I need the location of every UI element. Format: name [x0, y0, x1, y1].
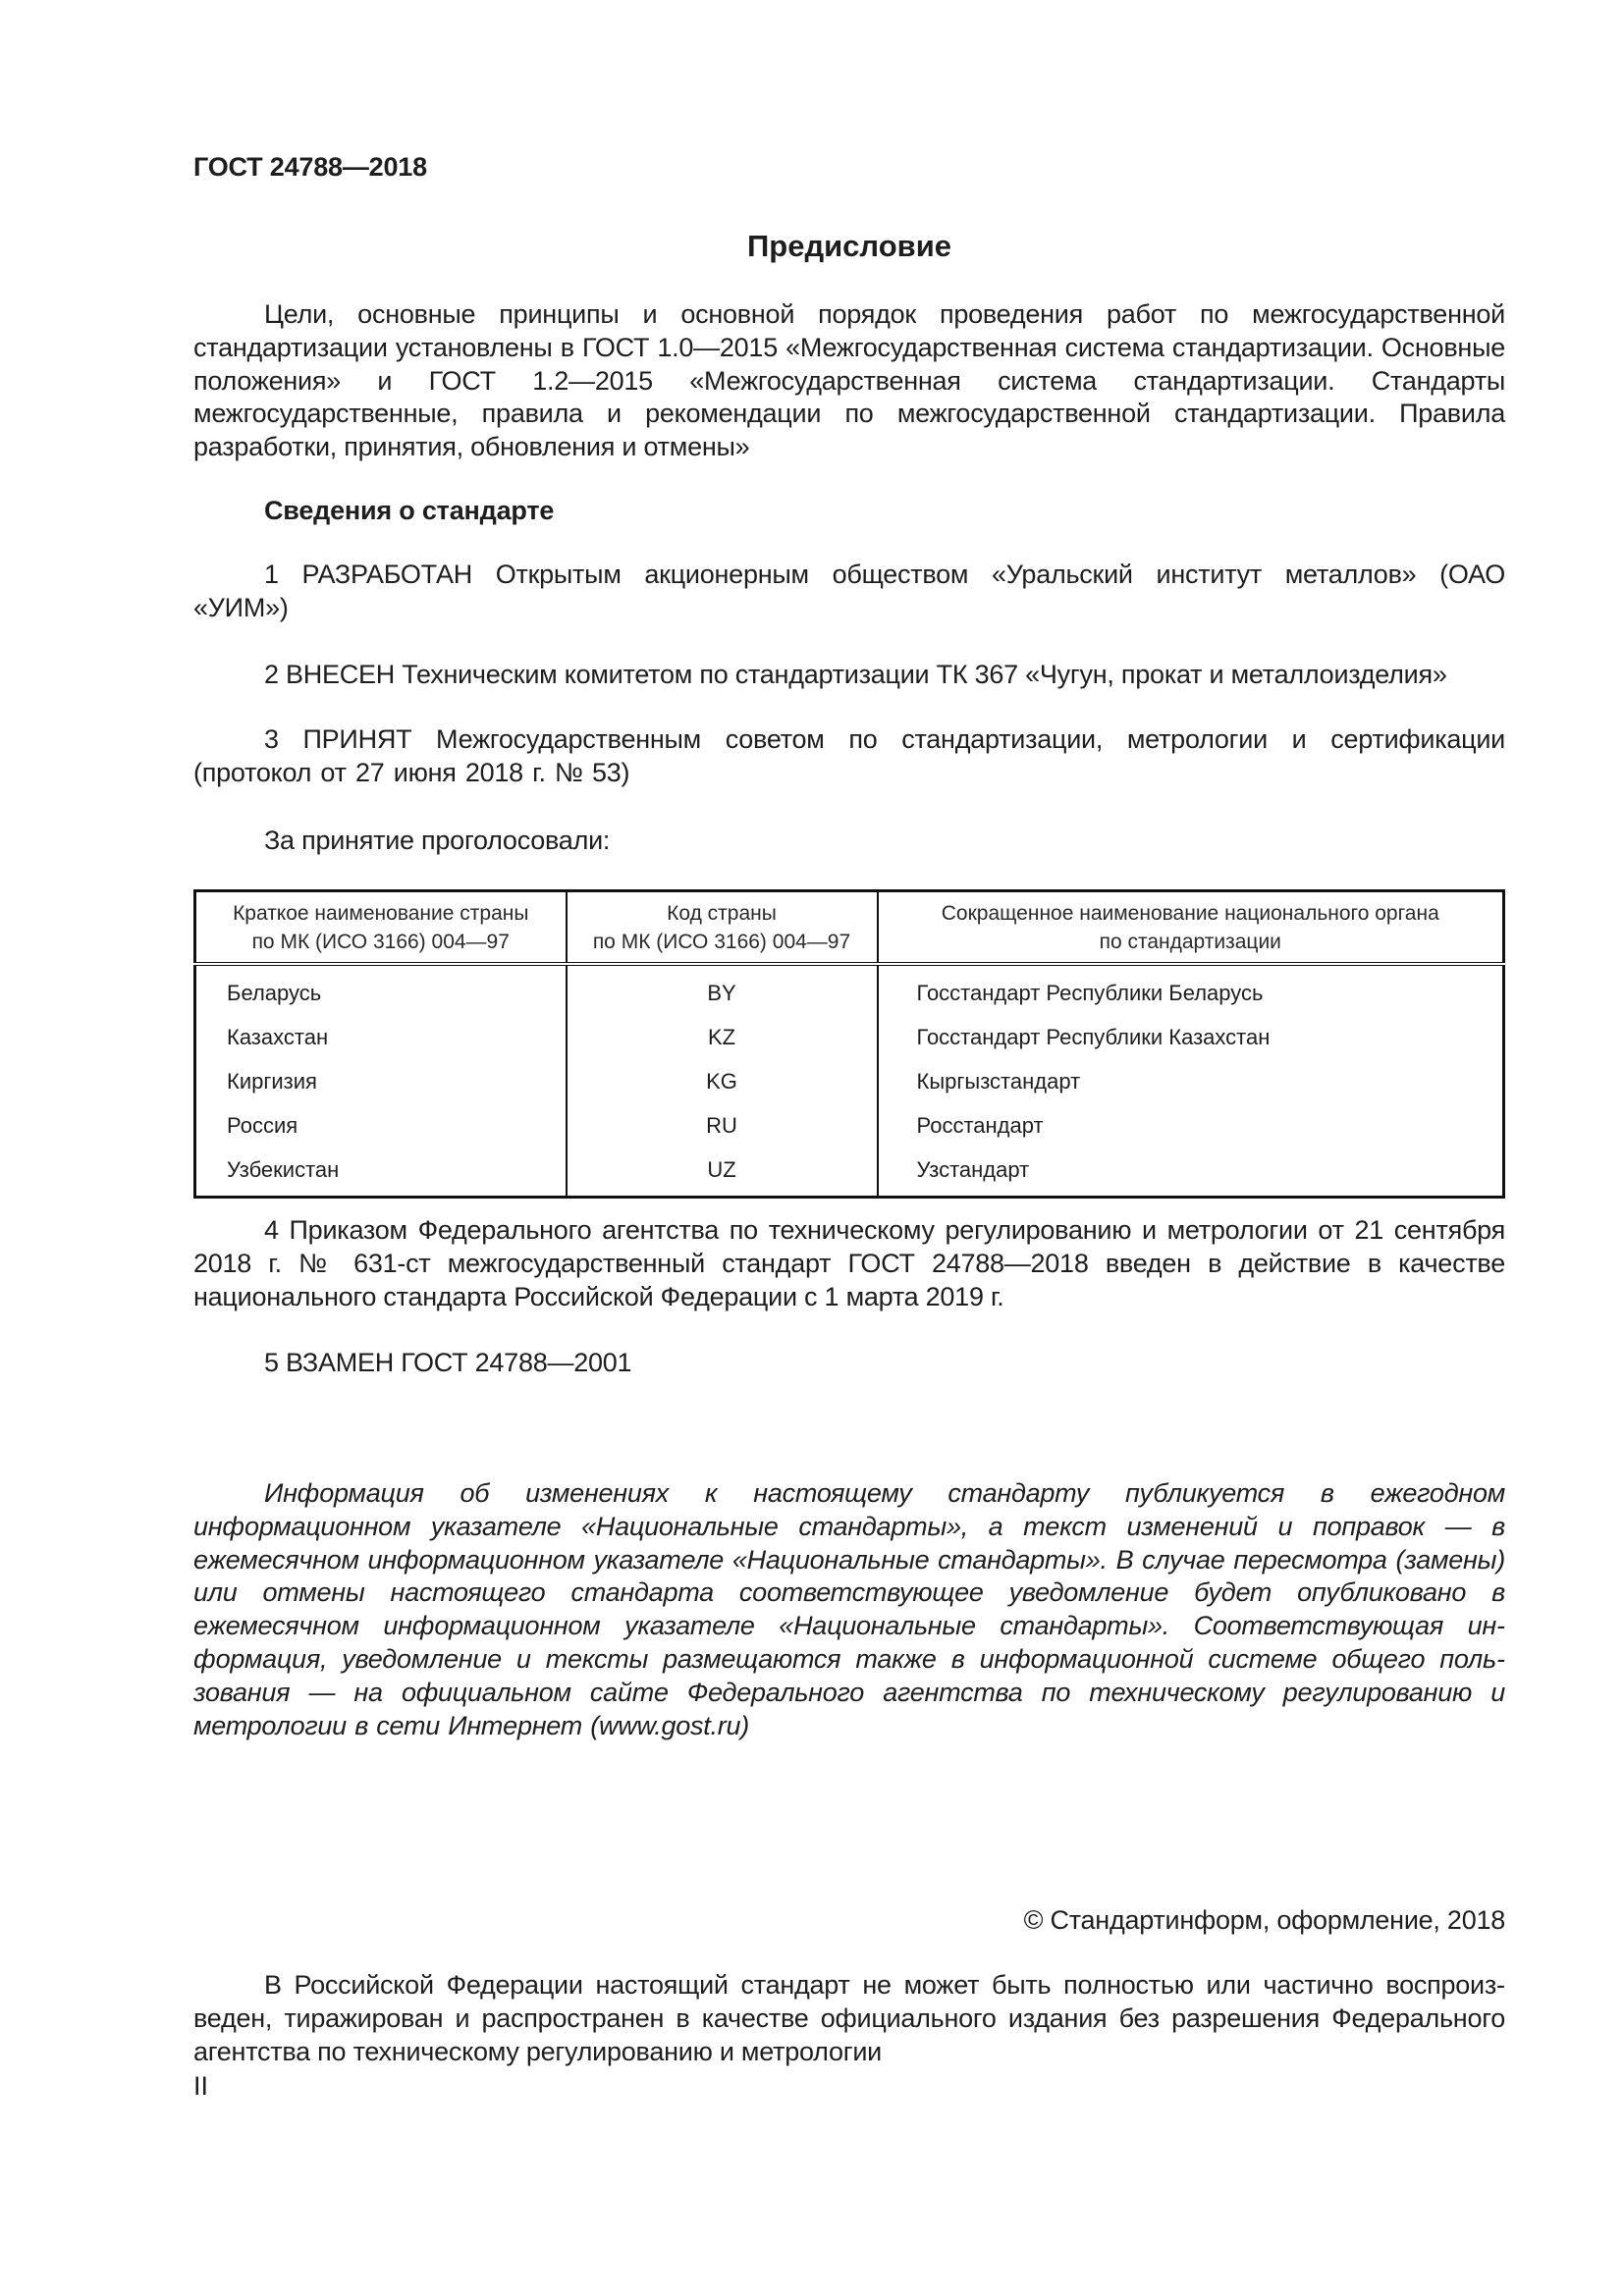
voted-label: За принятие проголосовали:	[264, 826, 611, 855]
country-cell: Беларусь	[195, 964, 567, 1015]
page-number: II	[193, 2071, 209, 2101]
info-item-4: 4 Приказом Федерального агентства по техническому регулированию и метрологии от 21 сентября 2018 г. № 631-ст межгосударственный стандарт ГОСТ 24788—2018 введен в действие в качестве национального стандарта Российской Федерации с 1 марта 2019 г.	[193, 1215, 1505, 1311]
column-header-country	[195, 891, 567, 965]
column-header-line: по стандартизации	[1099, 931, 1281, 953]
reproduction-notice: В Российской Федерации настоящий стандарт не может быть полностью или частично воспроизведен, тиражирован и распространен в качестве официального издания без разрешения Федерального агентства по техническому регулированию и метрологии	[193, 1970, 1505, 2066]
column-header-line: Краткое наименование страны	[233, 902, 529, 925]
info-item-1: 1 РАЗРАБОТАН Открытым акционерным обществом «Уральский институт металлов» (ОАО «УИМ»)	[193, 560, 1505, 622]
country-code-cell: KG	[567, 1059, 878, 1103]
table-row	[195, 964, 1504, 1015]
intro-paragraph: Цели, основные принципы и основной порядок проведения работ по межгосударственной стандартизации установлены в ГОСТ 1.0—2015 «Межгосударственная система стандартизации. Основные положения» и ГОСТ 1.2—2015 «Межгосударственная система стандартизации. Стандарты межгосударственные, правила и рекомендации по межгосударственной стандартизации. Правила разработки, принятия, обновления и отмены»	[193, 299, 1505, 462]
agency-cell: Росстандарт	[916, 1112, 1044, 1138]
agency-cell: Кыргызстандарт	[916, 1068, 1081, 1094]
column-header-line: по МК (ИСО 3166) 004—97	[251, 931, 510, 953]
changes-notice: Информация об изменениях к настоящему стандарту публикуется в ежегодном информационном указателе «Национальные стандарты», а текст изменений и поправок — в ежемесячном информационном указателе «Национальные стандарты». В случае пересмотра (замены) или отмены настоящего стандарта соответствующее уведомление будет опубликовано в ежемесячном информационном указателе «Национальные стандарты». Соответствующая информация, уведомление и тексты размещаются также в информационной системе общего пользования — на официальном сайте Федерального агентства по техническому регулированию и метрологии в сети Интернет (www.gost.ru)	[193, 1478, 1505, 1740]
country-cell: Узбекистан	[195, 1148, 567, 1198]
agency-cell: Госстандарт Республики Казахстан	[916, 1024, 1271, 1049]
country-code-cell: UZ	[567, 1148, 878, 1198]
standard-info-heading: Сведения о стандарте	[264, 496, 555, 525]
agency-cell: Узстандарт	[916, 1156, 1030, 1182]
info-item-3: 3 ПРИНЯТ Межгосударственным советом по стандартизации, метрологии и сертификации (протокол от 27 июня 2018 г. № 53)	[193, 724, 1505, 787]
table-row	[195, 1103, 1504, 1148]
country-code-cell: BY	[567, 964, 878, 1015]
country-cell: Россия	[195, 1103, 567, 1148]
info-item-2: 2 ВНЕСЕН Техническим комитетом по стандартизации ТК 367 «Чугун, прокат и металлоизделия»	[264, 660, 1447, 689]
table-row	[195, 1015, 1504, 1059]
table-row	[195, 1148, 1504, 1198]
country-cell: Киргизия	[195, 1059, 567, 1103]
table-header-row	[195, 891, 1504, 965]
column-header-code	[567, 891, 878, 965]
column-header-line: Сокращенное наименование национального органа	[941, 902, 1439, 925]
column-header-agency	[878, 891, 1504, 965]
table-row	[195, 1059, 1504, 1103]
page-title: Предисловие	[746, 229, 951, 263]
country-cell: Казахстан	[195, 1015, 567, 1059]
voting-countries-table	[193, 889, 1505, 1199]
column-header-line: Код страны	[667, 902, 777, 925]
agency-cell: Госстандарт Республики Беларусь	[916, 981, 1264, 1005]
document-code-header: ГОСТ 24788—2018	[193, 152, 427, 182]
column-header-line: по МК (ИСО 3166) 004—97	[592, 931, 851, 953]
copyright-line: © Стандартинформ, оформление, 2018	[1023, 1905, 1505, 1935]
info-item-5: 5 ВЗАМЕН ГОСТ 24788—2001	[264, 1348, 632, 1377]
country-code-cell: RU	[567, 1103, 878, 1148]
country-code-cell: KZ	[567, 1015, 878, 1059]
